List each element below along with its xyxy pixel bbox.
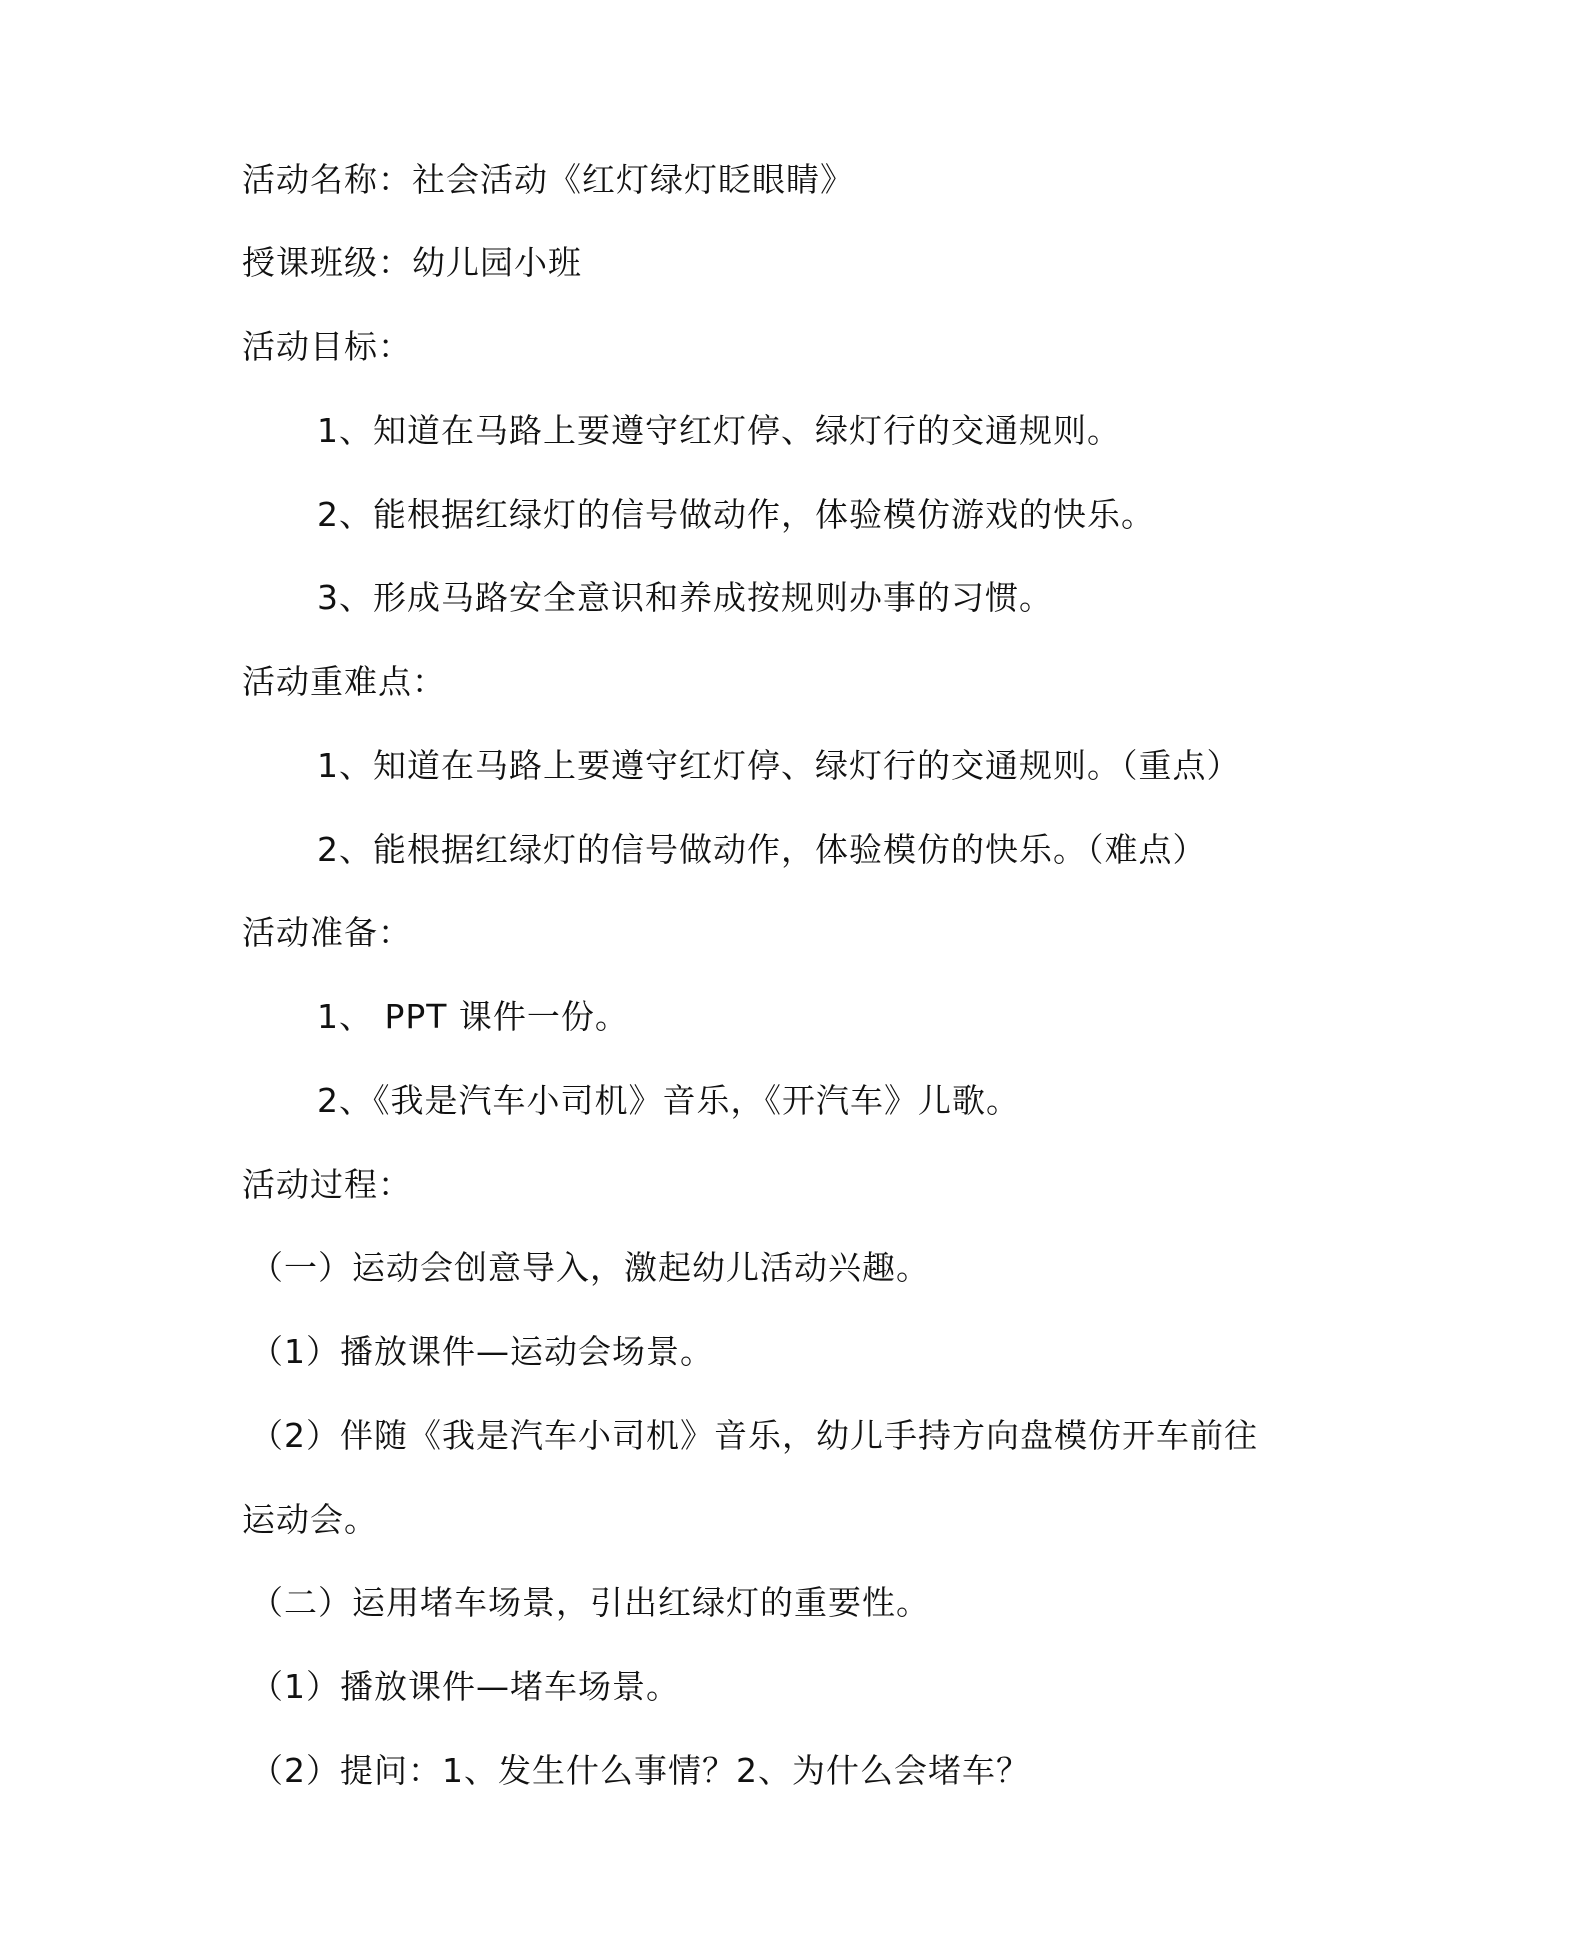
process-section-title: （二）运用堵车场景，引出红绿灯的重要性。 [250, 1583, 930, 1622]
key-point-item: 2、能根据红绿灯的信号做动作，体验模仿的快乐。（难点） [317, 830, 1207, 869]
process-step: （1）播放课件—运动会场景。 [250, 1332, 714, 1371]
key-point-item: 1、知道在马路上要遵守红灯停、绿灯行的交通规则。（重点） [317, 746, 1241, 785]
activity-name: 活动名称：社会活动《红灯绿灯眨眼睛》 [242, 160, 854, 199]
process-section-title: （一）运动会创意导入，激起幼儿活动兴趣。 [250, 1248, 930, 1287]
goal-item: 1、知道在马路上要遵守红灯停、绿灯行的交通规则。 [317, 411, 1121, 450]
class-level: 授课班级：幼儿园小班 [242, 243, 582, 282]
goal-item: 2、能根据红绿灯的信号做动作，体验模仿游戏的快乐。 [317, 495, 1155, 534]
goal-item: 3、形成马路安全意识和养成按规则办事的习惯。 [317, 578, 1053, 617]
process-step: （1）播放课件—堵车场景。 [250, 1667, 680, 1706]
process-step: （2）提问：1、发生什么事情？2、为什么会堵车？ [250, 1751, 1030, 1790]
goals-heading: 活动目标： [242, 327, 412, 366]
process-step-continuation: 运动会。 [242, 1500, 378, 1539]
preparation-item: 2、《我是汽车小司机》音乐，《开汽车》儿歌。 [317, 1081, 1020, 1120]
key-points-heading: 活动重难点： [242, 662, 446, 701]
process-step: （2）伴随《我是汽车小司机》音乐，幼儿手持方向盘模仿开车前往 [250, 1416, 1258, 1455]
preparation-heading: 活动准备： [242, 913, 412, 952]
preparation-item: 1、 PPT 课件一份。 [317, 997, 629, 1036]
process-heading: 活动过程： [242, 1165, 412, 1204]
